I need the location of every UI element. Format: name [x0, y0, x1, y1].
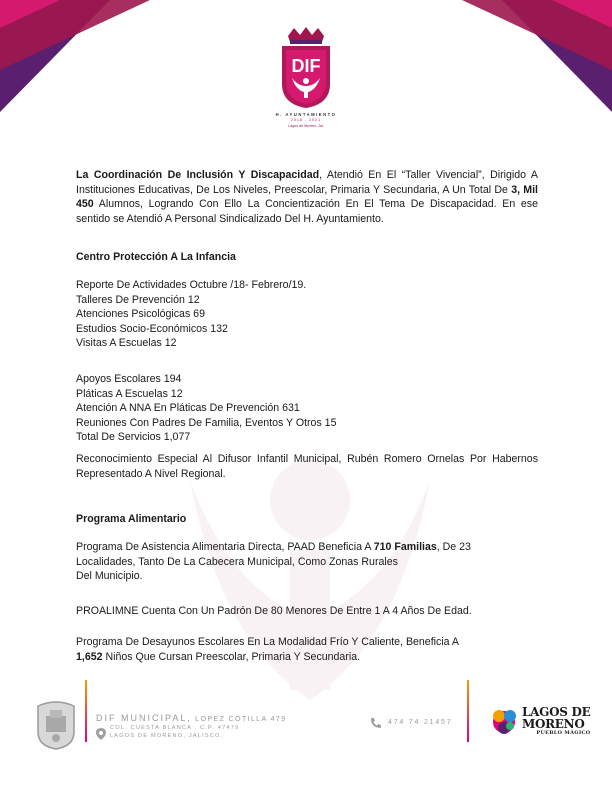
pa-desayunos-rest: Niños Que Cursan Preescolar, Primaria Y Secundaria. — [102, 650, 361, 663]
location-pin-icon — [96, 728, 106, 740]
footer-street: LOPEZ COTILLA 479 — [195, 714, 287, 723]
pa-desayunos-count: 1,652 — [76, 650, 103, 663]
dif-watermark-graphic — [150, 440, 470, 740]
lagos-brand-tagline: PUEBLO MÁGICO — [536, 730, 591, 736]
pa-paad-line1 — [76, 540, 471, 555]
footer-dif-title — [96, 714, 286, 723]
pa-desayunos-paragraph — [76, 635, 459, 664]
cpi-line: Atenciones Psicológicas 69 — [76, 308, 205, 321]
dif-logo-text: DIF — [291, 56, 321, 76]
dif-crest-icon — [276, 26, 336, 110]
cpi-line: Reuniones Con Padres De Familia, Eventos Y Otros 15 — [76, 416, 337, 429]
pa-heading: Programa Alimentario — [76, 513, 187, 525]
dif-logo — [250, 26, 362, 136]
footer-divider-left — [85, 680, 87, 742]
footer-city: LAGOS DE MORENO, JALISCO. — [110, 733, 224, 739]
pa-paad-line2: Localidades, Tanto De La Cabecera Municipal, Como Zonas Rurales — [76, 555, 398, 568]
pa-paad-localities: , De 23 — [436, 541, 471, 553]
intro-org: La Coordinación De Inclusión Y Discapacidad — [76, 169, 320, 181]
cpi-line: Estudios Socio-Económicos 132 — [76, 322, 228, 335]
lagos-brand-line2: MORENO — [522, 717, 585, 731]
cpi-activities-list — [76, 278, 306, 351]
lagos-brand — [522, 706, 590, 736]
pa-paad-line3: Del Municipio. — [76, 570, 143, 583]
lagos-brand-line1: LAGOS DE — [522, 705, 591, 719]
municipal-seal-icon — [34, 698, 78, 750]
footer-address — [110, 724, 239, 740]
logo-town-label: Lagos de Moreno, Jal. — [288, 124, 324, 128]
pa-paad-paragraph — [76, 540, 471, 584]
cpi-line: Pláticas A Escuelas 12 — [76, 387, 183, 400]
footer-phone: 474 74 21457 — [388, 719, 453, 726]
cpi-line: Total De Servicios 1,077 — [76, 431, 191, 444]
footer-divider-right — [467, 680, 469, 742]
pa-proalimne-paragraph: PROALIMNE Cuenta Con Un Padrón De 80 Menores De Entre 1 A 4 Años De Edad. — [76, 605, 472, 617]
intro-text-b: Alumnos, Logrando Con Ello La Concientización En El Tema De Discapacidad. En ese sentido se Atendió A Personal Sindicalizado Del H. Ayuntamiento. — [76, 198, 538, 225]
top-left-corner-decoration — [0, 0, 160, 120]
intro-text-a: , Atendió En El “Taller Vivencial”, Dirigido A Instituciones Educativas, De Los Niveles, Preescolar, Primaria Y Secundaria, A Un Total De — [76, 169, 538, 196]
cpi-line: Visitas A Escuelas 12 — [76, 337, 177, 350]
cpi-line: Reporte De Actividades Octubre /18- Febrero/19. — [76, 279, 307, 291]
footer-colonia: COL. CUESTA BLANCA . C.P. 47479 — [110, 725, 240, 731]
cpi-line: Apoyos Escolares 194 — [76, 373, 182, 385]
top-right-corner-decoration — [452, 0, 612, 120]
logo-ayuntamiento-label: H. AYUNTAMIENTO — [275, 112, 337, 117]
cpi-heading: Centro Protección A La Infancia — [76, 251, 236, 263]
footer-dif-name: DIF MUNICIPAL, — [96, 713, 192, 723]
pa-paad-families: 710 Familias — [373, 541, 437, 553]
cpi-line: Talleres De Prevención 12 — [76, 293, 200, 306]
intro-paragraph — [76, 168, 538, 226]
intro-total: 3, Mil 450 — [76, 183, 538, 211]
logo-years-label: 2018 - 2021 — [290, 118, 322, 122]
cpi-line: Atención A NNA En Pláticas De Prevención 631 — [76, 402, 300, 415]
recognition-paragraph: Reconocimiento Especial Al Difusor Infantil Municipal, Rubén Romero Ornelas Por Habernos Representado A Nivel Regional. — [76, 453, 538, 480]
pa-desayunos-line1: Programa De Desayunos Escolares En La Modalidad Frío Y Caliente, Beneficia A — [76, 636, 459, 648]
pa-desayunos-line2 — [76, 650, 459, 665]
pa-paad-text: Programa De Asistencia Alimentaria Directa, PAAD Beneficia A — [76, 541, 374, 553]
phone-icon — [370, 717, 382, 729]
cpi-services-list — [76, 372, 336, 445]
